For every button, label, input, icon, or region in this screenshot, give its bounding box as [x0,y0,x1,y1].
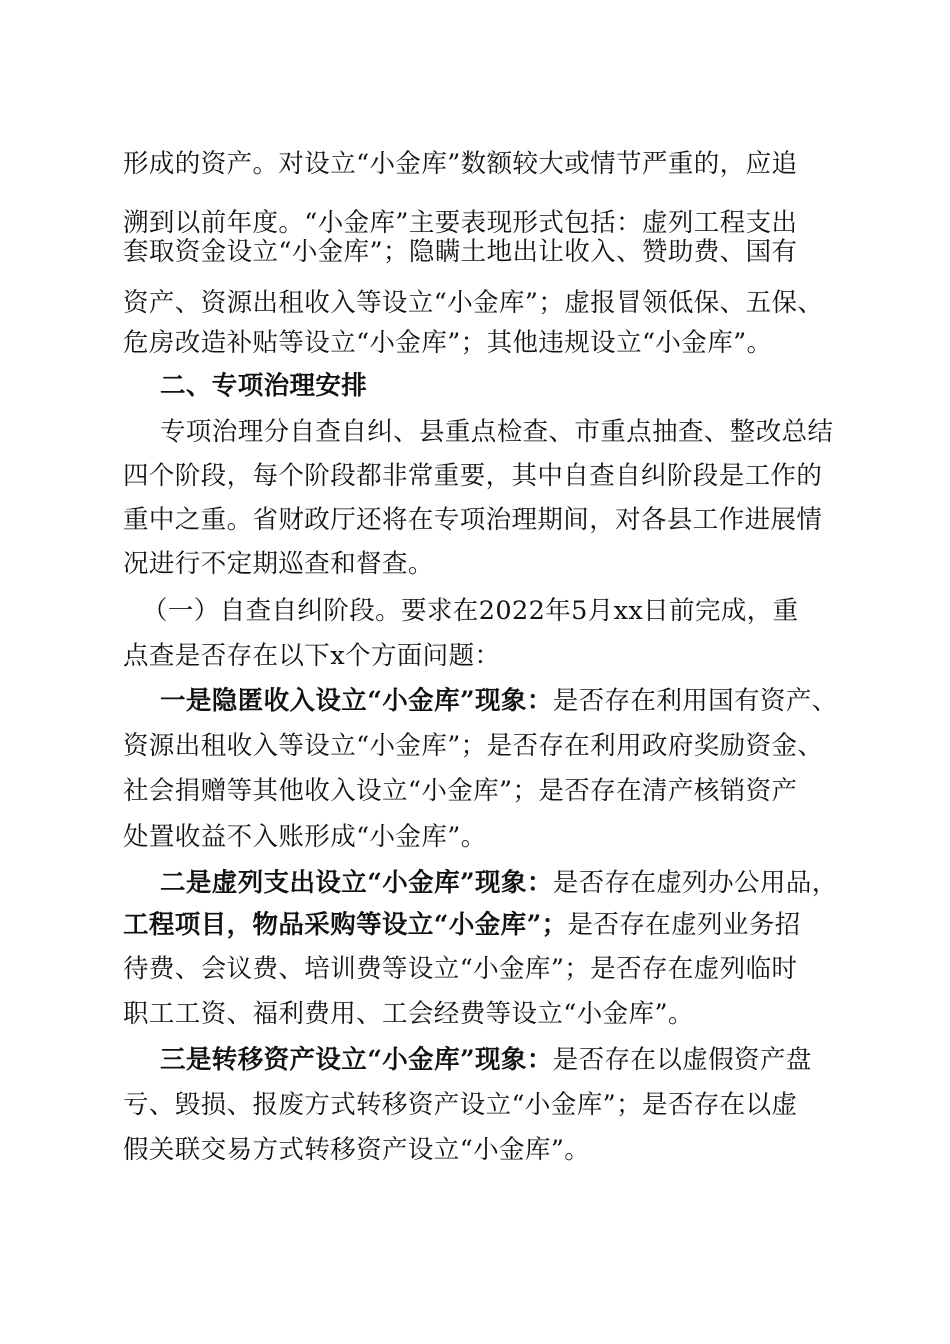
item-lead: 一是隐匿收入设立“小金库”现象： [160,686,553,716]
subsection-line: 点查是否存在以下x个方面问题： [123,641,501,671]
paragraph-line: 溯到以前年度。“小金库”主要表现形式包括：虚列工程支出 [123,208,798,238]
item-lead: 二是虚列支出设立“小金库”现象： [160,868,553,898]
item-line: 处置收益不入账形成“小金库”。 [123,822,487,852]
item-line [123,903,801,947]
item-line: 社会捐赠等其他收入设立“小金库”；是否存在清产核销资产 [123,776,798,806]
item-text: 是否存在虚列办公用品， [552,868,838,898]
paragraph-line: 专项治理分自查自纠、县重点检查、市重点抽查、整改总结 [160,417,834,447]
item-text: 是否存在利用国有资产、 [552,686,838,716]
paragraph-line: 套取资金设立“小金库”；隐瞒土地出让收入、赞助费、国有 [123,237,798,267]
paragraph-line: 危房改造补贴等设立“小金库”；其他违规设立“小金库”。 [123,328,773,358]
item-line: 资源出租收入等设立“小金库”；是否存在利用政府奖励资金、 [123,731,824,761]
item-lead: 三是转移资产设立“小金库”现象： [160,1045,553,1075]
item-line [160,861,838,905]
item-line: 待费、会议费、培训费等设立“小金库”；是否存在虚列临时 [123,954,798,984]
item-line [160,1038,812,1082]
paragraph-line: 况进行不定期巡查和督查。 [123,549,434,579]
paragraph-line: 重中之重。省财政厅还将在专项治理期间，对各县工作进展情 [123,505,823,535]
paragraph-line: 资产、资源出租收入等设立“小金库”；虚报冒领低保、五保、 [123,288,824,318]
item-text: 是否存在虚列业务招 [567,910,801,940]
item-line: 职工工资、福利费用、工会经费等设立“小金库”。 [123,999,694,1029]
paragraph-line: 四个阶段，每个阶段都非常重要，其中自查自纠阶段是工作的 [123,461,823,491]
item-lead: 工程项目，物品采购等设立“小金库”； [123,910,568,940]
item-line [160,679,838,723]
paragraph-line: 形成的资产。对设立“小金库”数额较大或情节严重的，应追 [123,149,798,179]
item-line: 亏、毁损、报废方式转移资产设立“小金库”；是否存在以虚 [123,1090,798,1120]
item-text: 是否存在以虚假资产盘 [552,1045,812,1075]
item-line: 假关联交易方式转移资产设立“小金库”。 [123,1135,591,1165]
section-heading: 二、专项治理安排 [160,371,368,401]
subsection-line: （一）自查自纠阶段。要求在2022年5月xx日前完成，重 [142,596,799,626]
